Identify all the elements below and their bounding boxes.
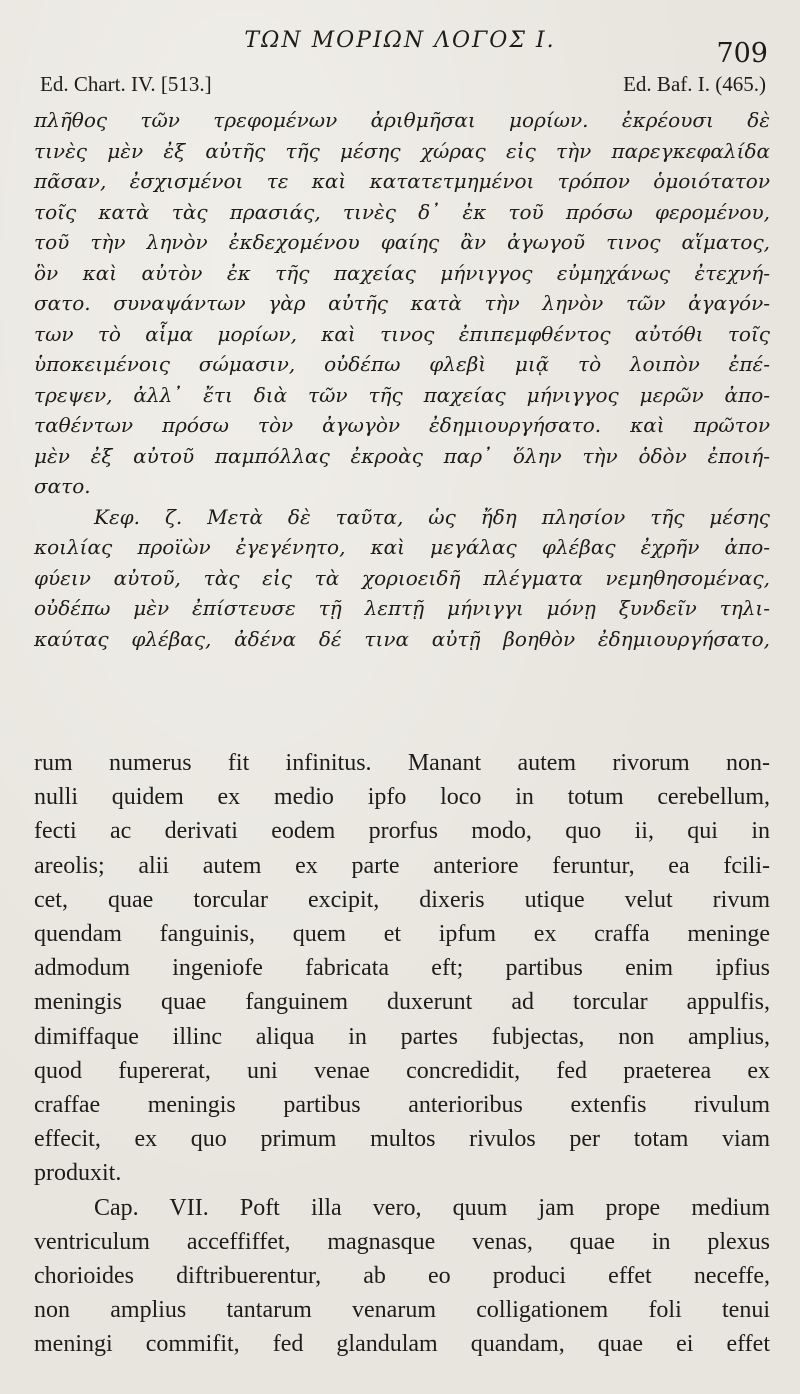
greek-line: τοῦ τὴν ληνὸν ἐκδεχομένου φαίης ἂν ἀγωγοῦ τινος αἵματος,: [34, 230, 770, 254]
edition-right: Ed. Baf. I. (465.): [623, 72, 766, 96]
greek-line: τοῖς κατὰ τὰς πρασιάς, τινὲς δ᾽ ἐκ τοῦ πρόσω φερομένου,: [34, 199, 770, 224]
latin-line: rum numerus fit infinitus. Manant autem rivorum non-: [34, 750, 770, 776]
greek-line: μὲν ἐξ αὐτοῦ παμπόλλας ἐκροὰς παρ᾽ ὅλην τὴν ὁδὸν ἐποιή-: [34, 443, 770, 468]
latin-line: cet, quae torcular excipit, dixeris utique velut rivum: [34, 886, 770, 913]
latin-line: quod fupererat, uni venae concredidit, fed praeterea ex: [34, 1057, 770, 1084]
latin-line: admodum ingeniofe fabricata eft; partibus enim ipfius: [34, 955, 770, 982]
greek-line: καύτας φλέβας, ἀδένα δέ τινα αὐτῇ βοηθὸν ἐδημιουργήσατο,: [34, 626, 770, 651]
running-title: ΤΩΝ ΜΟΡΙΩΝ ΛΟΓΟΣ Ι.: [244, 28, 556, 53]
greek-line: σατο. συναψάντων γὰρ αὐτῆς κατὰ τὴν ληνὸν τῶν ἀγαγόν-: [34, 291, 770, 315]
latin-line: dimiffaque illinc aliqua in partes fubjectas, non amplius,: [34, 1023, 770, 1050]
latin-line: chorioides diftribuerentur, ab eo produci effet neceffe,: [34, 1263, 770, 1290]
latin-line: quendam fanguinis, quem et ipfum ex craffa meninge: [34, 921, 770, 948]
latin-line: meningi commifit, fed glandulam quandam, quae ei effet: [34, 1331, 770, 1358]
greek-text-block: [34, 105, 770, 654]
latin-line: craffae meningis partibus anterioribus extenfis rivulum: [34, 1092, 770, 1119]
greek-chapter-heading-line: Κεφ. ζ. Μετὰ δὲ ταῦτα, ὡς ἤδη πλησίον τῆς μέσης: [94, 504, 770, 529]
greek-line: τρεψεν, ἀλλ᾽ ἔτι διὰ τῶν τῆς παχείας μήνιγγος μερῶν ἀπο-: [34, 382, 770, 407]
greek-line: ὃν καὶ αὐτὸν ἐκ τῆς παχείας μήνιγγος εὐμηχάνως ἐτεχνή-: [34, 260, 770, 285]
greek-line: φύειν αὐτοῦ, τὰς εἰς τὰ χοριοειδῆ πλέγματα νεμηθησομένας,: [34, 565, 770, 590]
latin-line: fecti ac derivati eodem prorfus modo, quo ii, qui in: [34, 818, 770, 845]
greek-line: τινὲς μὲν ἐξ αὐτῆς τῆς μέσης χώρας εἰς τὴν παρεγκεφαλίδα: [34, 138, 770, 163]
latin-line: areolis; alii autem ex parte anteriore feruntur, ea fcili-: [34, 852, 770, 879]
latin-line: effecit, ex quo primum multos rivulos per totam viam: [34, 1126, 770, 1153]
greek-line: των τὸ αἷμα μορίων, καὶ τινος ἐπιπεμφθέντος αὐτόθι τοῖς: [34, 321, 770, 346]
greek-line: ὑποκειμένοις σώμασιν, οὐδέπω φλεβὶ μιᾷ τὸ λοιπὸν ἐπέ-: [34, 352, 770, 376]
greek-line: οὐδέπω μὲν ἐπίστευσε τῇ λεπτῇ μήνιγγι μόνῃ ξυνδεῖν τηλι-: [34, 596, 770, 620]
greek-line: κοιλίας προϊὼν ἐγεγένητο, καὶ μεγάλας φλέβας ἐχρῆν ἀπο-: [34, 535, 770, 559]
latin-line: non amplius tantarum venarum colligationem foli tenui: [34, 1297, 770, 1324]
latin-line: nulli quidem ex medio ipfo loco in totum cerebellum,: [34, 784, 770, 811]
latin-chapter-heading-line: Cap. VII. Poft illa vero, quum jam prope medium: [94, 1194, 770, 1221]
latin-text-block: [34, 746, 770, 1362]
greek-line: πλῆθος τῶν τρεφομένων ἀριθμῆσαι μορίων. ἐκρέουσι δὲ: [34, 108, 770, 132]
greek-line: ταθέντων πρόσω τὸν ἀγωγὸν ἐδημιουργήσατο. καὶ πρῶτον: [34, 413, 770, 437]
latin-line: meningis quae fanguinem duxerunt ad torcular appulfis,: [34, 989, 770, 1016]
greek-line: σατο.: [34, 474, 91, 498]
latin-line: ventriculum acceffiffet, magnasque venas, quae in plexus: [34, 1228, 770, 1255]
greek-line: πᾶσαν, ἐσχισμένοι τε καὶ κατατετμημένοι τρόπον ὁμοιότατον: [34, 169, 770, 193]
latin-line: produxit.: [34, 1160, 122, 1187]
page-number: 709: [716, 38, 768, 69]
edition-left: Ed. Chart. IV. [513.]: [40, 72, 212, 96]
